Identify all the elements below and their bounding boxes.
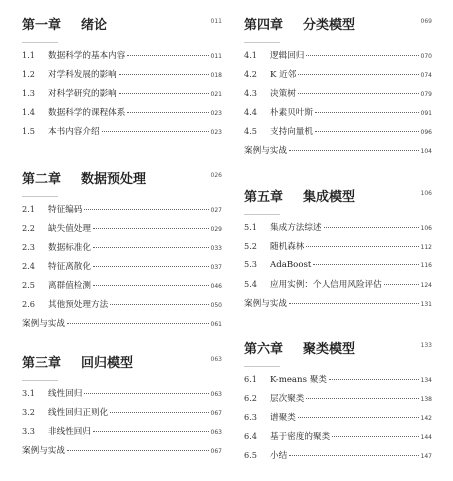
section-page: 112 xyxy=(420,244,432,251)
section-title: 数据科学的课程体系 xyxy=(48,108,126,118)
section-entry[interactable] xyxy=(22,425,222,444)
section-page: 106 xyxy=(420,225,432,232)
section-number: 4.5 xyxy=(244,126,258,136)
dot-leader xyxy=(315,112,419,113)
section-number: 4.2 xyxy=(244,69,258,79)
section-title: 本书内容介绍 xyxy=(48,127,100,137)
section-title: 数据科学的基本内容 xyxy=(48,51,126,61)
section-entry[interactable] xyxy=(22,406,222,425)
section-page: 011 xyxy=(210,53,222,60)
section-entry[interactable] xyxy=(244,373,432,392)
dot-leader xyxy=(127,112,208,113)
dot-leader xyxy=(110,412,208,413)
chapter-num: 第六章 xyxy=(244,342,284,357)
dot-leader xyxy=(289,150,419,151)
section-title: 基于密度的聚类 xyxy=(270,432,331,442)
dot-leader xyxy=(306,398,418,399)
dot-leader xyxy=(93,266,209,267)
section-entry[interactable] xyxy=(244,392,432,411)
section-title: 案例与实战 xyxy=(22,446,65,456)
section-number: 6.4 xyxy=(244,431,258,441)
section-entry[interactable] xyxy=(22,125,222,144)
section-page: 147 xyxy=(420,453,432,460)
section-page: 061 xyxy=(210,321,222,328)
section-number: 3.2 xyxy=(22,407,36,417)
section-entry[interactable] xyxy=(244,430,432,449)
dot-leader xyxy=(119,93,209,94)
section-number: 1.4 xyxy=(22,107,36,117)
section-page: 079 xyxy=(420,91,432,98)
section-number: 1.2 xyxy=(22,69,36,79)
chapter-heading[interactable] xyxy=(22,168,222,196)
section-number: 5.2 xyxy=(244,241,258,251)
section-entry[interactable] xyxy=(244,125,432,144)
section-page: 104 xyxy=(420,148,432,155)
section-number: 2.1 xyxy=(22,204,36,214)
section-entry[interactable] xyxy=(22,222,222,241)
dot-leader xyxy=(298,93,419,94)
case-study-entry[interactable] xyxy=(244,297,432,316)
section-entry[interactable] xyxy=(22,68,222,87)
section-entry[interactable] xyxy=(22,106,222,125)
section-entry[interactable] xyxy=(244,49,432,68)
section-title: 集成方法综述 xyxy=(270,223,322,233)
chapter-num: 第二章 xyxy=(22,172,62,187)
chapter-page: 106 xyxy=(420,190,432,197)
section-entry[interactable] xyxy=(244,259,432,278)
section-title: 特征编码 xyxy=(48,205,83,215)
dot-leader xyxy=(298,417,419,418)
section-title: 其他预处理方法 xyxy=(48,300,109,310)
section-page: 074 xyxy=(420,72,432,79)
section-title: 案例与实战 xyxy=(244,299,287,309)
chapter-heading[interactable] xyxy=(22,14,222,42)
section-page: 063 xyxy=(210,391,222,398)
section-number: 3.3 xyxy=(22,426,36,436)
section-title: 线性回归 xyxy=(48,389,83,399)
section-page: 096 xyxy=(420,129,432,136)
section-title: 决策树 xyxy=(270,89,296,99)
section-entry[interactable] xyxy=(244,106,432,125)
chapter-title: 集成模型 xyxy=(303,190,356,205)
chapter-page: 069 xyxy=(420,18,432,25)
section-title: 线性回归正则化 xyxy=(48,408,109,418)
section-page: 050 xyxy=(210,302,222,309)
section-entry[interactable] xyxy=(22,87,222,106)
section-number: 1.3 xyxy=(22,88,36,98)
chapter-page: 063 xyxy=(210,356,222,363)
section-page: 116 xyxy=(420,262,432,269)
chapter-heading[interactable] xyxy=(244,338,432,366)
chapter-divider xyxy=(244,366,280,367)
section-page: 067 xyxy=(210,448,222,455)
section-page: 023 xyxy=(210,129,222,136)
chapter-block xyxy=(22,14,222,144)
chapter-num: 第三章 xyxy=(22,356,62,371)
section-page: 070 xyxy=(420,53,432,60)
section-entry[interactable] xyxy=(244,87,432,106)
section-number: 6.1 xyxy=(244,374,258,384)
dot-leader xyxy=(93,228,209,229)
section-title: 对科学研究的影响 xyxy=(48,89,117,99)
section-title: 离群值检测 xyxy=(48,281,91,291)
section-entry[interactable] xyxy=(244,411,432,430)
section-title: 缺失值处理 xyxy=(48,224,91,234)
section-number: 1.1 xyxy=(22,50,36,60)
dot-leader xyxy=(127,55,208,56)
section-page: 033 xyxy=(210,245,222,252)
dot-leader xyxy=(298,74,418,75)
section-page: 029 xyxy=(210,226,222,233)
dot-leader xyxy=(315,131,419,132)
section-number: 4.4 xyxy=(244,107,258,117)
section-entry[interactable] xyxy=(22,298,222,317)
section-title: 特征离散化 xyxy=(48,262,91,272)
case-study-entry[interactable] xyxy=(244,144,432,163)
dot-leader xyxy=(84,393,208,394)
chapter-heading[interactable] xyxy=(22,352,222,380)
section-page: 046 xyxy=(210,283,222,290)
case-study-entry[interactable] xyxy=(22,444,222,463)
chapter-page: 026 xyxy=(210,172,222,179)
section-page: 067 xyxy=(210,410,222,417)
chapter-title: 回归模型 xyxy=(81,356,134,371)
section-page: 027 xyxy=(210,207,222,214)
section-number: 5.4 xyxy=(244,279,258,289)
dot-leader xyxy=(313,264,418,265)
section-title: K 近邻 xyxy=(270,70,297,80)
section-title: K-means 聚类 xyxy=(270,375,327,385)
section-number: 2.6 xyxy=(22,299,36,309)
dot-leader xyxy=(384,284,419,285)
section-number: 2.3 xyxy=(22,242,36,252)
section-number: 1.5 xyxy=(22,126,36,136)
chapter-page: 011 xyxy=(210,18,222,25)
section-page: 124 xyxy=(420,282,432,289)
chapter-block xyxy=(244,338,432,468)
section-entry[interactable] xyxy=(22,260,222,279)
section-title: 谱聚类 xyxy=(270,413,296,423)
section-title: 支持向量机 xyxy=(270,127,313,137)
dot-leader xyxy=(110,304,208,305)
chapter-heading[interactable] xyxy=(244,186,432,214)
section-number: 2.4 xyxy=(22,261,36,271)
chapter-title: 绪论 xyxy=(81,18,108,33)
section-title: 数据标准化 xyxy=(48,243,91,253)
section-page: 134 xyxy=(420,377,432,384)
dot-leader xyxy=(324,227,419,228)
dot-leader xyxy=(93,285,209,286)
section-page: 063 xyxy=(210,429,222,436)
section-entry[interactable] xyxy=(22,279,222,298)
section-title: 应用实例：个人信用风险评估 xyxy=(270,280,382,290)
section-title: 案例与实战 xyxy=(22,319,65,329)
section-entry[interactable] xyxy=(244,278,432,297)
chapter-num: 第四章 xyxy=(244,18,284,33)
chapter-divider xyxy=(22,42,58,43)
section-page: 021 xyxy=(210,91,222,98)
dot-leader xyxy=(306,55,418,56)
dot-leader xyxy=(289,303,419,304)
chapter-block xyxy=(244,186,432,316)
section-title: 案例与实战 xyxy=(244,146,287,156)
section-number: 5.1 xyxy=(244,222,258,232)
chapter-divider xyxy=(244,42,280,43)
chapter-block xyxy=(22,168,222,336)
section-entry[interactable] xyxy=(244,68,432,87)
dot-leader xyxy=(67,323,209,324)
section-entry[interactable] xyxy=(244,221,432,240)
section-page: 131 xyxy=(420,301,432,308)
section-number: 6.2 xyxy=(244,393,258,403)
chapter-heading[interactable] xyxy=(244,14,432,42)
dot-leader xyxy=(93,431,209,432)
chapter-num: 第一章 xyxy=(22,18,62,33)
dot-leader xyxy=(289,455,418,456)
dot-leader xyxy=(306,246,418,247)
dot-leader xyxy=(67,450,209,451)
section-number: 4.3 xyxy=(244,88,258,98)
dot-leader xyxy=(119,74,209,75)
section-page: 037 xyxy=(210,264,222,271)
section-number: 5.3 xyxy=(244,259,258,269)
dot-leader xyxy=(93,247,209,248)
section-title: 逻辑回归 xyxy=(270,51,305,61)
chapter-title: 数据预处理 xyxy=(81,172,147,187)
dot-leader xyxy=(84,209,208,210)
section-title: 朴素贝叶斯 xyxy=(270,108,313,118)
section-page: 018 xyxy=(210,72,222,79)
section-entry[interactable] xyxy=(22,49,222,68)
chapter-divider xyxy=(22,380,58,381)
section-page: 023 xyxy=(210,110,222,117)
section-title: 随机森林 xyxy=(270,242,305,252)
chapter-num: 第五章 xyxy=(244,190,284,205)
dot-leader xyxy=(329,379,419,380)
section-page: 144 xyxy=(420,434,432,441)
section-number: 2.2 xyxy=(22,223,36,233)
section-number: 4.1 xyxy=(244,50,258,60)
section-title: 层次聚类 xyxy=(270,394,305,404)
chapter-block xyxy=(22,352,222,463)
chapter-page: 133 xyxy=(420,342,432,349)
chapter-divider xyxy=(244,214,280,215)
section-number: 3.1 xyxy=(22,388,36,398)
section-number: 6.3 xyxy=(244,412,258,422)
dot-leader xyxy=(332,436,418,437)
section-entry[interactable] xyxy=(22,241,222,260)
section-number: 2.5 xyxy=(22,280,36,290)
section-entry[interactable] xyxy=(244,240,432,259)
section-entry[interactable] xyxy=(22,203,222,222)
chapter-title: 分类模型 xyxy=(303,18,356,33)
section-title: 非线性回归 xyxy=(48,427,91,437)
section-title: 对学科发展的影响 xyxy=(48,70,117,80)
section-entry[interactable] xyxy=(22,387,222,406)
section-page: 138 xyxy=(420,396,432,403)
chapter-title: 聚类模型 xyxy=(303,342,356,357)
section-number: 6.5 xyxy=(244,450,258,460)
chapter-block xyxy=(244,14,432,163)
section-page: 142 xyxy=(420,415,432,422)
section-page: 091 xyxy=(420,110,432,117)
dot-leader xyxy=(102,131,209,132)
section-title: 小结 xyxy=(270,451,288,461)
case-study-entry[interactable] xyxy=(22,317,222,336)
section-title: AdaBoost xyxy=(270,260,312,270)
chapter-divider xyxy=(22,196,58,197)
section-entry[interactable] xyxy=(244,449,432,468)
